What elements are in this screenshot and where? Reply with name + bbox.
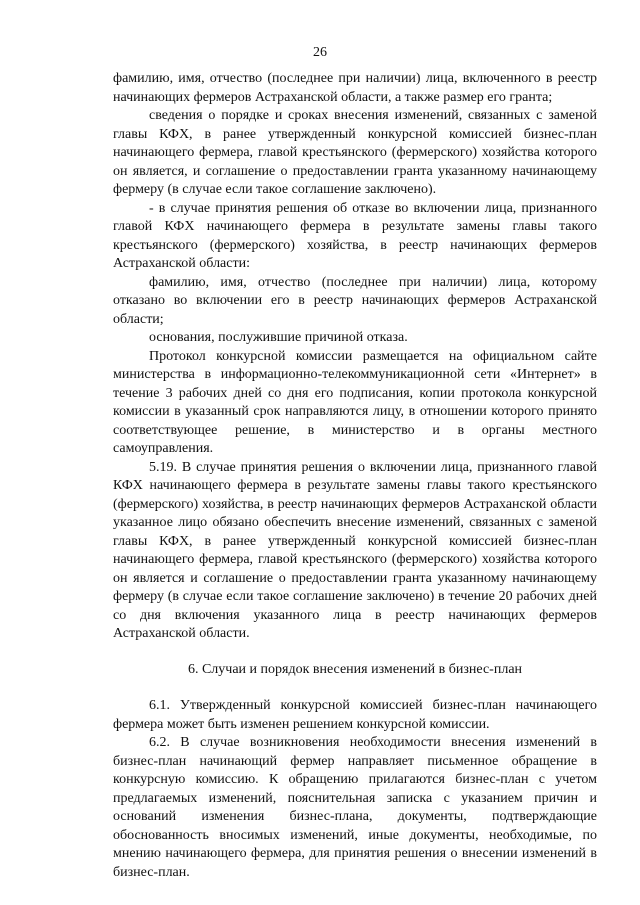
paragraph-5-19: 5.19. В случае принятия решения о включении лица, признанного главой КФХ начинающего фермера в результате замены главы такого крестьянского (фермерского) хозяйства, в реестр начинающих фермеров Астраханской области указанное лицо обязано обеспечить внесение изменений, связанных с заменой главы КФХ, в ранее утвержденный конкурсной комиссией бизнес-план начинающего фермера, главой крестьянского (фермерского) хозяйства которого он является и соглашение о предоставлении гранта указанному начинающему фермеру (в случае если такое соглашение заключено) в течение 20 рабочих дней со дня включения указанного лица в реестр начинающих фермеров Астраханской области. [113, 459, 597, 641]
paragraph-change-info: сведения о порядке и сроках внесения изменений, связанных с заменой главы КФХ, в ранее утвержденный конкурсной комиссией бизнес-план начинающего фермера, главой крестьянского (фермерского) хозяйства которого он является, и соглашение о предоставлении гранта указанному начинающему фермеру (в случае если такое соглашение заключено). [113, 108, 597, 197]
paragraph-6-2: 6.2. В случае возникновения необходимости внесения изменений в бизнес-план начинающий фермер направляет письменное обращение в конкурсную комиссию. К обращению прилагаются бизнес-план с учетом предлагаемых изменений, пояснительная записка с указанием причин и оснований изменения бизнес-плана, документы, подтверждающие обоснованность вносимых изменений, иные документы, необходимые, по мнению начинающего фермера, для принятия решения о внесении изменений в бизнес-план. [113, 735, 597, 880]
paragraph-refusal-case: - в случае принятия решения об отказе во включении лица, признанного главой КФХ начинающего фермера в результате замены главы такого крестьянского (фермерского) хозяйства, в реестр начинающих фермеров Астраханской области: [113, 200, 597, 271]
paragraph-6-1: 6.1. Утвержденный конкурсной комиссией бизнес-план начинающего фермера может быть изменен решением конкурсной комиссии. [113, 698, 597, 732]
paragraph-refusal-grounds: основания, послужившие причиной отказа. [149, 330, 408, 345]
page-number: 26 [313, 45, 327, 60]
document-body [113, 70, 597, 882]
paragraph-protocol-publication: Протокол конкурсной комиссии размещается на официальном сайте министерства в информационно-телекоммуникационной сети «Интернет» в течение 3 рабочих дней со дня его подписания, копии протокола конкурсной комиссии в указанный срок направляются лицу, в отношении которого принято соответствующее решение, в министерство и в органы местного самоуправления. [113, 348, 597, 456]
paragraph-refused-name: фамилию, имя, отчество (последнее при наличии) лица, которому отказано во включении его в реестр начинающих фермеров Астраханской области; [113, 274, 597, 327]
paragraph-recipient-name: фамилию, имя, отчество (последнее при наличии) лица, включенного в реестр начинающих фермеров Астраханской области, а также размер его гранта; [113, 71, 597, 105]
section-heading-6: 6. Случаи и порядок внесения изменений в бизнес-план [187, 661, 523, 677]
